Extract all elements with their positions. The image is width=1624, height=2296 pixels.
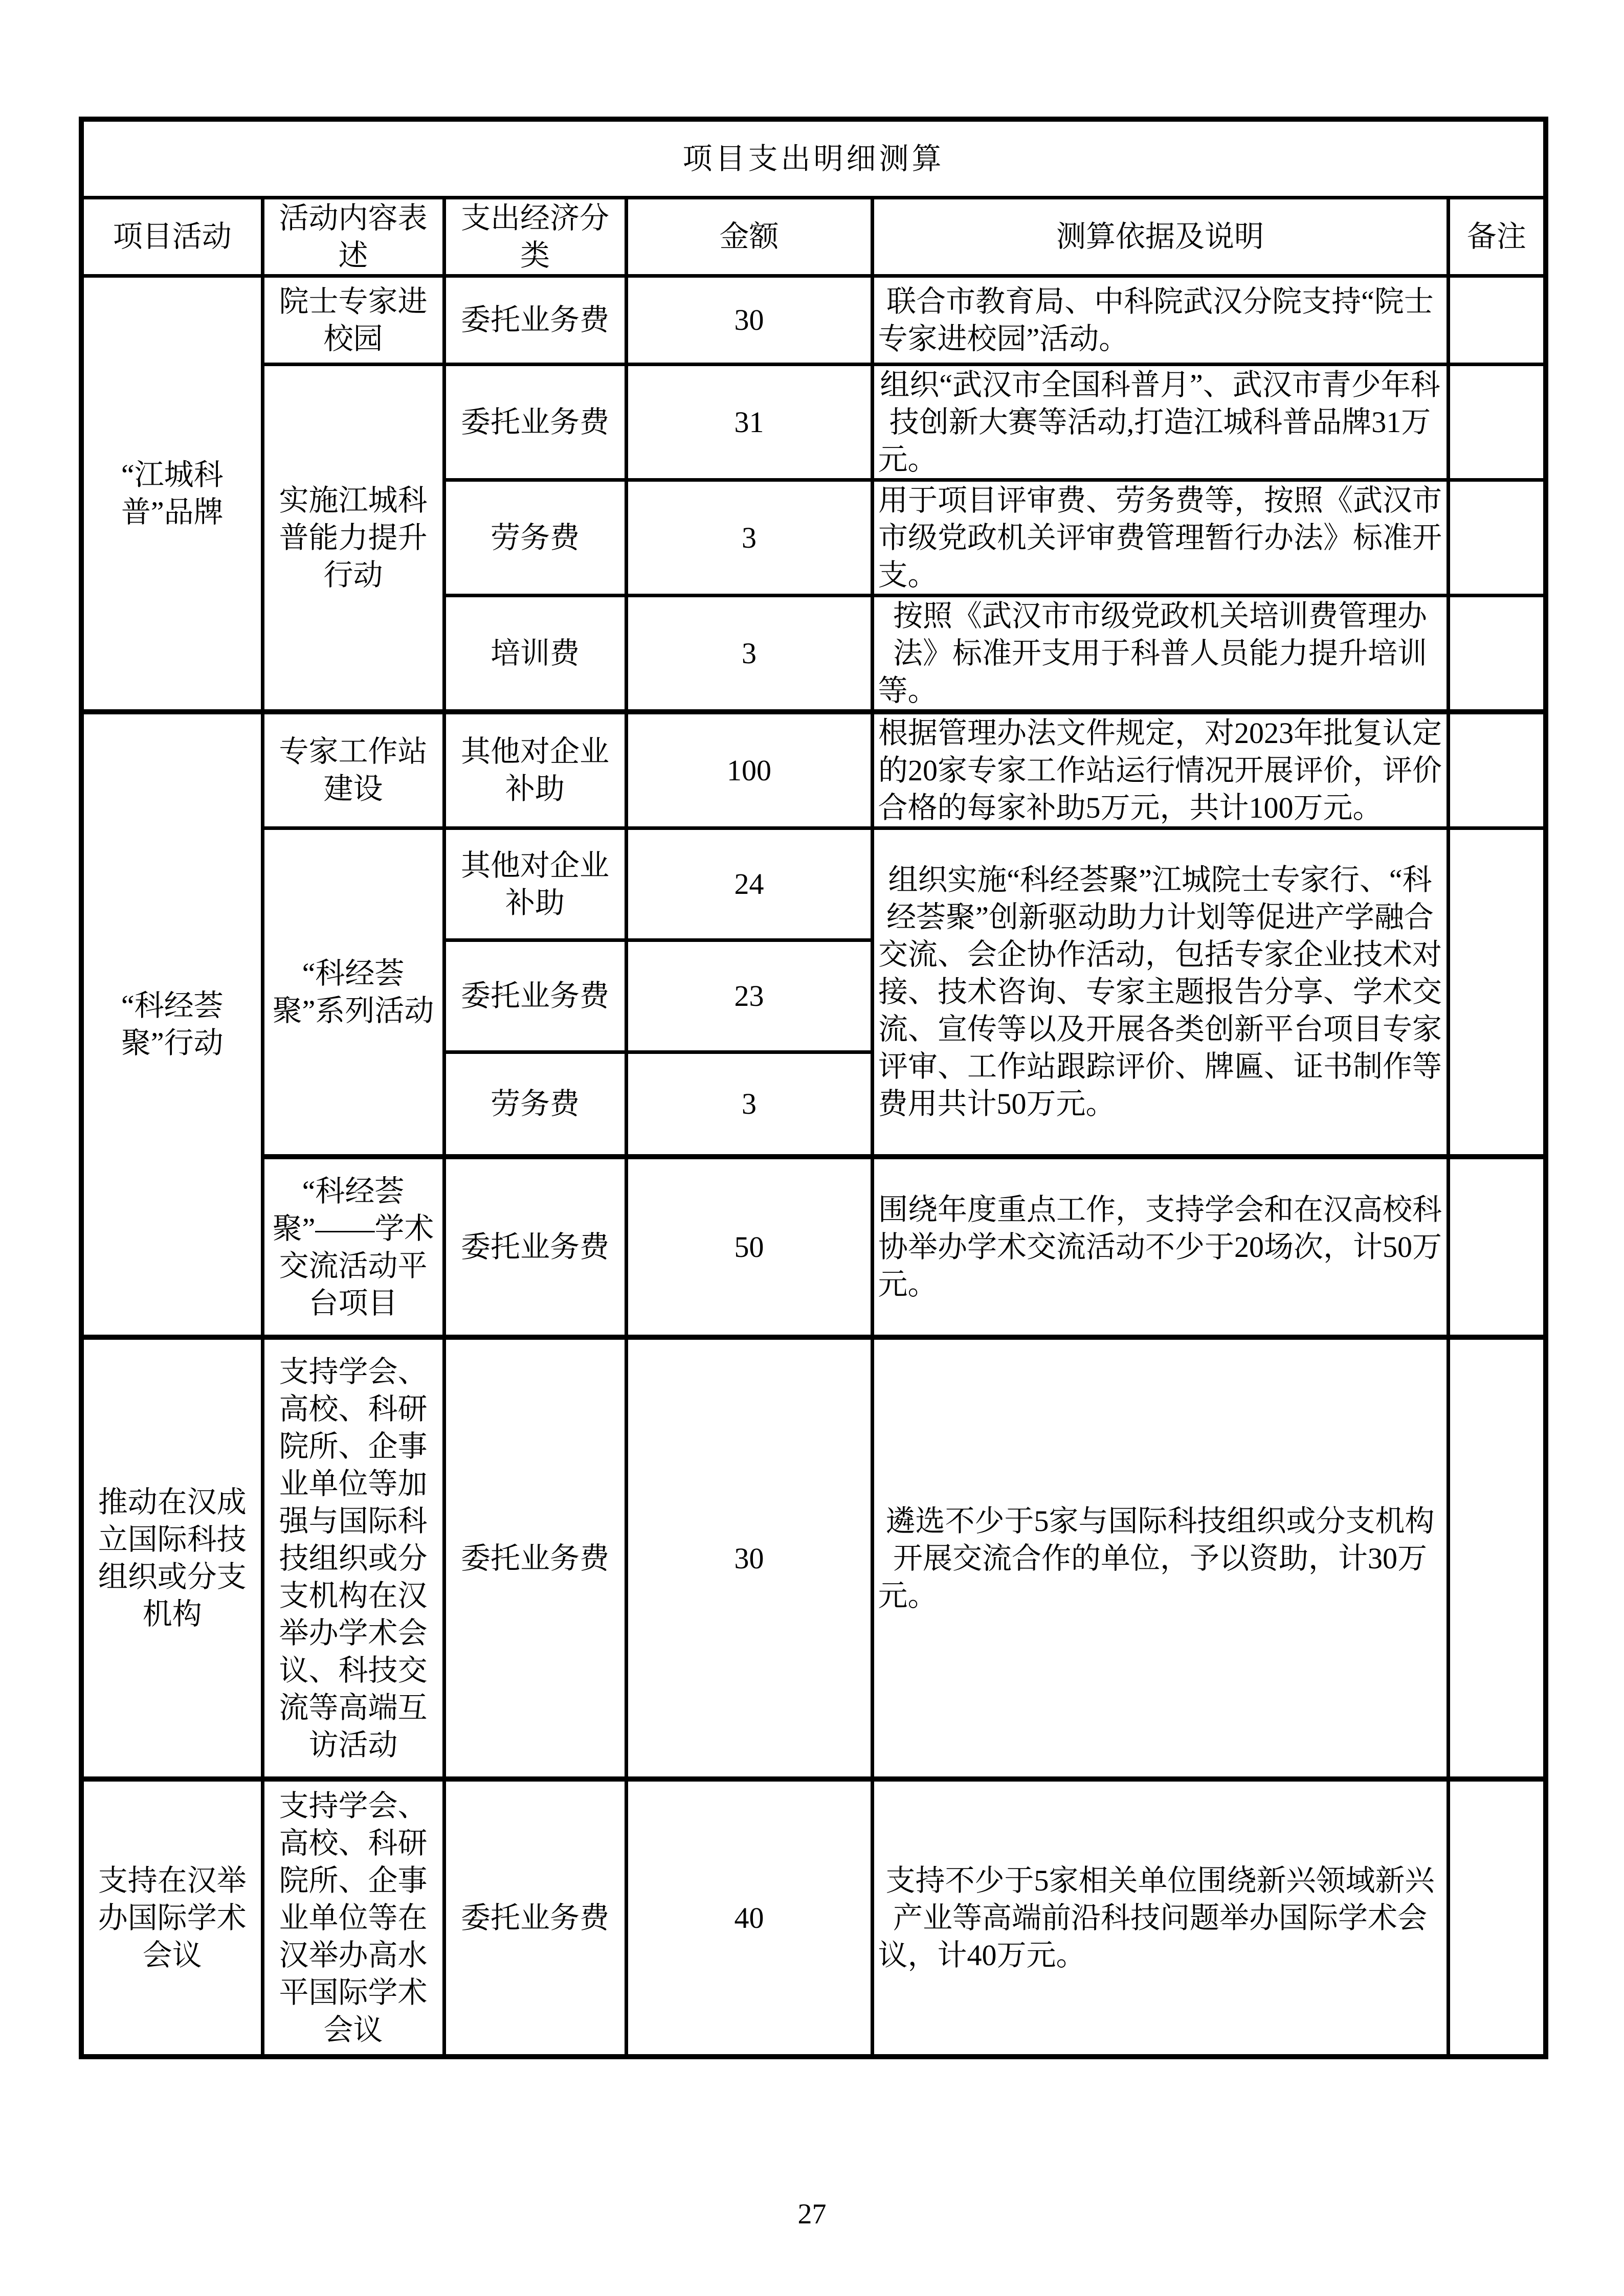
- category-cell: 委托业务费: [444, 940, 626, 1052]
- category-cell: 培训费: [444, 595, 626, 712]
- amount-cell: 50: [626, 1157, 872, 1337]
- amount-cell: 30: [626, 276, 872, 364]
- content-cell: 院士专家进校园: [262, 276, 444, 364]
- note-cell: [1448, 828, 1546, 1157]
- header-amount: 金额: [626, 197, 872, 276]
- amount-cell: 3: [626, 480, 872, 595]
- header-note: 备注: [1448, 197, 1546, 276]
- basis-cell: 用于项目评审费、劳务费等，按照《武汉市市级党政机关评审费管理暂行办法》标准开支。: [872, 480, 1448, 595]
- activity-cell: 推动在汉成立国际科技组织或分支机构: [81, 1337, 262, 1779]
- note-cell: [1448, 364, 1546, 480]
- basis-cell: 遴选不少于5家与国际科技组织或分支机构开展交流合作的单位，予以资助，计30万元。: [872, 1337, 1448, 1779]
- amount-cell: 24: [626, 828, 872, 940]
- content-cell: 支持学会、高校、科研院所、企事业单位等在汉举办高水平国际学术会议: [262, 1779, 444, 2057]
- page-number: 27: [797, 2198, 827, 2230]
- amount-cell: 40: [626, 1779, 872, 2057]
- note-cell: [1448, 1337, 1546, 1779]
- amount-cell: 30: [626, 1337, 872, 1779]
- amount-cell: 3: [626, 595, 872, 712]
- budget-table: [79, 117, 1548, 2059]
- note-cell: [1448, 1779, 1546, 2057]
- category-cell: 其他对企业补助: [444, 828, 626, 940]
- content-cell: “科经荟聚”——学术交流活动平台项目: [262, 1157, 444, 1337]
- basis-cell: 围绕年度重点工作，支持学会和在汉高校科协举办学术交流活动不少于20场次，计50万元。: [872, 1157, 1448, 1337]
- activity-cell: “科经荟聚”行动: [81, 712, 262, 1338]
- table-title: 项目支出明细测算: [81, 119, 1546, 197]
- note-cell: [1448, 595, 1546, 712]
- basis-cell: 组织实施“科经荟聚”江城院士专家行、“科经荟聚”创新驱动助力计划等促进产学融合交流、会企协作活动，包括专家企业技术对接、技术咨询、专家主题报告分享、学术交流、宣传等以及开展各类创新平台项目专家评审、工作站跟踪评价、牌匾、证书制作等费用共计50万元。: [872, 828, 1448, 1157]
- note-cell: [1448, 276, 1546, 364]
- content-cell: 专家工作站建设: [262, 712, 444, 828]
- category-cell: 委托业务费: [444, 1779, 626, 2057]
- amount-cell: 23: [626, 940, 872, 1052]
- content-cell: 支持学会、高校、科研院所、企事业单位等加强与国际科技组织或分支机构在汉举办学术会议、科技交流等高端互访活动: [262, 1337, 444, 1779]
- category-cell: 劳务费: [444, 480, 626, 595]
- content-cell: “科经荟聚”系列活动: [262, 828, 444, 1157]
- header-content: 活动内容表述: [262, 197, 444, 276]
- amount-cell: 31: [626, 364, 872, 480]
- amount-cell: 100: [626, 712, 872, 828]
- activity-cell: 支持在汉举办国际学术会议: [81, 1779, 262, 2057]
- basis-cell: 支持不少于5家相关单位围绕新兴领域新兴产业等高端前沿科技问题举办国际学术会议，计40万元。: [872, 1779, 1448, 2057]
- header-basis: 测算依据及说明: [872, 197, 1448, 276]
- basis-cell: 按照《武汉市市级党政机关培训费管理办法》标准开支用于科普人员能力提升培训等。: [872, 595, 1448, 712]
- basis-cell: 组织“武汉市全国科普月”、武汉市青少年科技创新大赛等活动,打造江城科普品牌31万元。: [872, 364, 1448, 480]
- basis-cell: 联合市教育局、中科院武汉分院支持“院士专家进校园”活动。: [872, 276, 1448, 364]
- category-cell: 委托业务费: [444, 1337, 626, 1779]
- note-cell: [1448, 712, 1546, 828]
- content-cell: 实施江城科普能力提升行动: [262, 364, 444, 712]
- activity-cell: “江城科普”品牌: [81, 276, 262, 712]
- category-cell: 其他对企业补助: [444, 712, 626, 828]
- category-cell: 委托业务费: [444, 1157, 626, 1337]
- note-cell: [1448, 1157, 1546, 1337]
- amount-cell: 3: [626, 1052, 872, 1157]
- header-category: 支出经济分类: [444, 197, 626, 276]
- note-cell: [1448, 480, 1546, 595]
- basis-cell: 根据管理办法文件规定，对2023年批复认定的20家专家工作站运行情况开展评价，评价合格的每家补助5万元，共计100万元。: [872, 712, 1448, 828]
- header-activity: 项目活动: [81, 197, 262, 276]
- category-cell: 委托业务费: [444, 364, 626, 480]
- category-cell: 委托业务费: [444, 276, 626, 364]
- category-cell: 劳务费: [444, 1052, 626, 1157]
